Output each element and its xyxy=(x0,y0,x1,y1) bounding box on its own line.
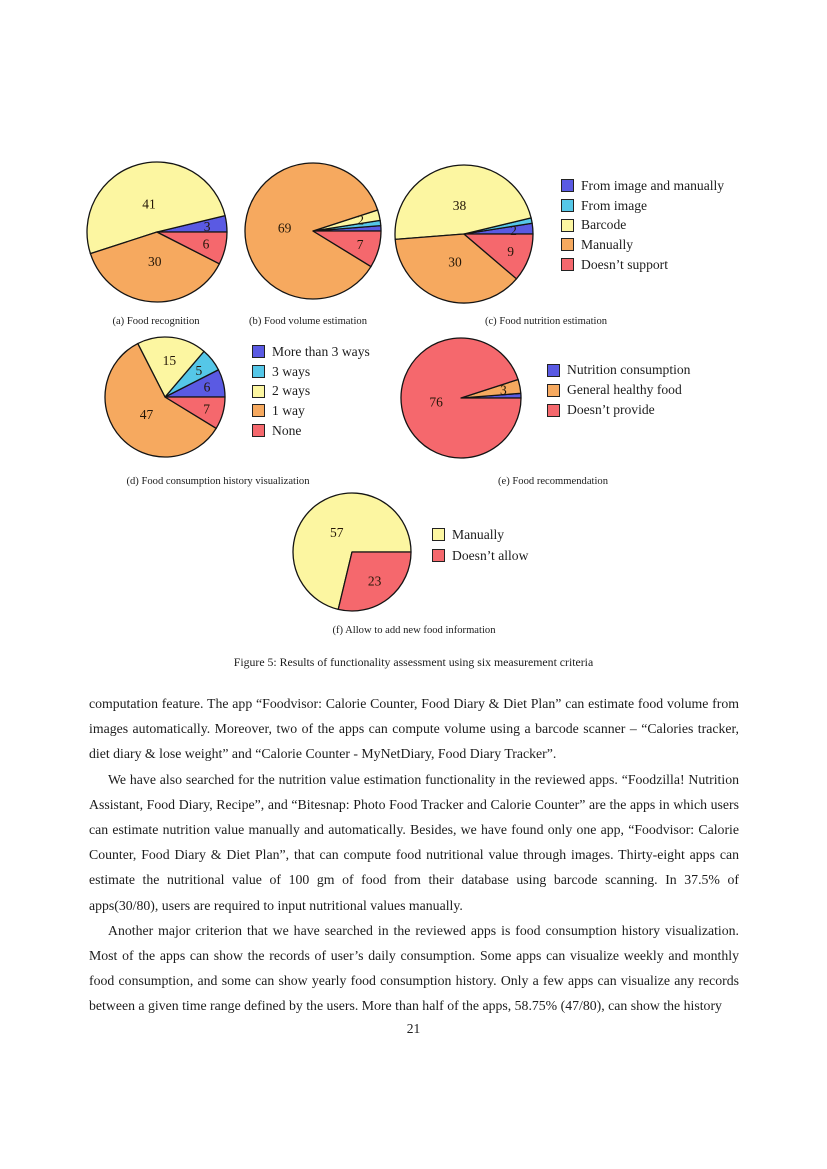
legend-swatch-blue xyxy=(252,345,265,358)
pie-slice-value: 2 xyxy=(510,222,517,238)
subcaption-e: (e) Food recommendation xyxy=(497,476,609,487)
pie-chart-add-food-information xyxy=(288,488,416,616)
legend-swatch-red xyxy=(561,258,574,271)
legend-swatch-red xyxy=(547,404,560,417)
legend-item-doesn-t-allow xyxy=(432,545,528,566)
legend-swatch-red xyxy=(252,424,265,437)
pie-slice-value: 6 xyxy=(203,379,211,395)
legend-item-manually xyxy=(561,235,724,255)
legend-label: From image and manually xyxy=(581,177,725,193)
subcaption-f: (f) Allow to add new food information xyxy=(332,625,496,636)
legend-estimation-methods xyxy=(561,176,724,274)
pie-slice-doesn-t-provide xyxy=(401,338,521,458)
legend-label: Doesn’t provide xyxy=(567,402,655,417)
pie-slice-value: 30 xyxy=(448,254,462,270)
paragraph: computation feature. The app “Foodvisor: Calorie Counter, Food Diary & Diet Plan” can estimate food volume from images automatically. Moreover, two of the apps can compute volume using a barcode scanner – “Calories tracker, diet diary & lose weight” and “Calorie Counter - MyNetDiary, Food Diary Tracker”. xyxy=(89,696,739,762)
legend-label: From image xyxy=(581,197,648,213)
legend-recommendation-types xyxy=(547,360,690,420)
page-number: 21 xyxy=(406,1021,421,1036)
legend-swatch-yellow xyxy=(252,385,265,398)
legend-label: General healthy food xyxy=(567,382,682,397)
legend-item-from-image xyxy=(561,196,724,216)
legend-item-more-than-3-ways xyxy=(252,342,370,362)
paragraph: We have also searched for the nutrition value estimation functionality in the reviewed apps. “Foodzilla! Nutrition Assistant, Food Diary, Recipe”, and “Bitesnap: Photo Food Tracker and Calorie Counter” are the apps in which users can estimate nutrition value manually and automatically. Besides, we have found only one app, “Foodvisor: Calorie Counter, Food Diary & Diet Plan”, that can compute food nutritional value through images. Thirty-eight apps can estimate the nutritional value of 100 gm of food from their database using barcode scanning. In 37.5% of apps(30/80), users are required to input nutritional values manually. xyxy=(89,771,739,913)
subcaption-c: (c) Food nutrition estimation xyxy=(484,316,608,327)
pie-slice-value: 38 xyxy=(452,198,467,214)
legend-label: 1 way xyxy=(272,402,305,418)
legend-add-food-information xyxy=(432,524,528,566)
legend-label: Nutrition consumption xyxy=(567,362,691,377)
legend-swatch-orange xyxy=(547,384,560,397)
legend-label: Manually xyxy=(581,236,634,252)
legend-item-from-image-and-manually xyxy=(561,176,724,196)
pie-slice-value: 7 xyxy=(356,237,364,253)
pie-slice-value: 7 xyxy=(203,401,210,417)
pie-slice-value: 3 xyxy=(203,218,211,234)
pie-slice-value: 57 xyxy=(329,525,344,541)
legend-swatch-yellow xyxy=(432,528,445,541)
pie-slice-value: 9 xyxy=(507,243,514,259)
pie-chart-food-recommendation xyxy=(396,333,526,463)
subcaption-a: (a) Food recognition xyxy=(112,316,200,327)
legend-label: 3 ways xyxy=(272,363,311,379)
legend-item-doesn-t-support xyxy=(561,255,724,275)
legend-item-2-ways xyxy=(252,381,370,401)
pie-slice-value: 41 xyxy=(142,196,156,212)
pie-chart-food-volume-estimation xyxy=(240,158,386,304)
pie-slice-value: 47 xyxy=(139,406,154,422)
body-text xyxy=(89,691,739,1019)
legend-label: Doesn’t allow xyxy=(452,547,529,563)
legend-item-doesn-t-provide xyxy=(547,400,690,420)
legend-label: None xyxy=(272,422,302,438)
pie-slice-value: 6 xyxy=(202,236,210,252)
legend-item-1-way xyxy=(252,401,370,421)
pie-slice-value: 76 xyxy=(429,394,443,410)
pie-chart-food-recognition xyxy=(82,157,232,307)
legend-swatch-blue xyxy=(561,179,574,192)
legend-label: 2 ways xyxy=(272,383,311,399)
legend-swatch-yellow xyxy=(561,219,574,232)
legend-item-manually xyxy=(432,524,528,545)
pie-slice-value: 30 xyxy=(147,254,162,270)
legend-swatch-red xyxy=(432,549,445,562)
subcaption-d: (d) Food consumption history visualization xyxy=(126,476,310,487)
legend-item-general-healthy-food xyxy=(547,380,690,400)
legend-label: Manually xyxy=(452,526,505,542)
legend-label: More than 3 ways xyxy=(272,343,370,359)
pie-chart-history-visualization xyxy=(100,332,230,462)
legend-swatch-orange xyxy=(252,404,265,417)
legend-swatch-cyan xyxy=(252,365,265,378)
legend-item-barcode xyxy=(561,215,724,235)
legend-label: Doesn’t support xyxy=(581,256,668,272)
legend-swatch-orange xyxy=(561,238,574,251)
legend-item-3-ways xyxy=(252,362,370,382)
legend-swatch-cyan xyxy=(561,199,574,212)
legend-item-none xyxy=(252,421,370,441)
pie-chart-food-nutrition-estimation xyxy=(390,160,538,308)
pie-slice-value: 69 xyxy=(277,220,292,236)
pie-slice-value: 2 xyxy=(357,212,364,228)
pie-slice-value: 3 xyxy=(500,382,507,398)
legend-label: Barcode xyxy=(581,217,627,233)
pie-slice-value: 5 xyxy=(195,363,203,379)
legend-swatch-blue xyxy=(547,364,560,377)
pie-slice-value: 15 xyxy=(162,352,177,368)
legend-history-visualization-ways xyxy=(252,342,370,440)
figure-caption: Figure 5: Results of functionality assessment using six measurement criteria xyxy=(233,655,594,669)
pie-slice-value: 23 xyxy=(367,573,382,589)
subcaption-b: (b) Food volume estimation xyxy=(249,316,367,327)
legend-item-nutrition-consumption xyxy=(547,360,690,380)
paragraph: Another major criterion that we have searched in the reviewed apps is food consumption history visualization. Most of the apps can show the records of user’s daily consumption. Some apps can visualize weekly and monthly food consumption, and some can show yearly food consumption history. Only a few apps can visualize any records between a given time range defined by the users. More than half of the apps, 58.75% (47/80), can show the history xyxy=(89,922,739,1014)
